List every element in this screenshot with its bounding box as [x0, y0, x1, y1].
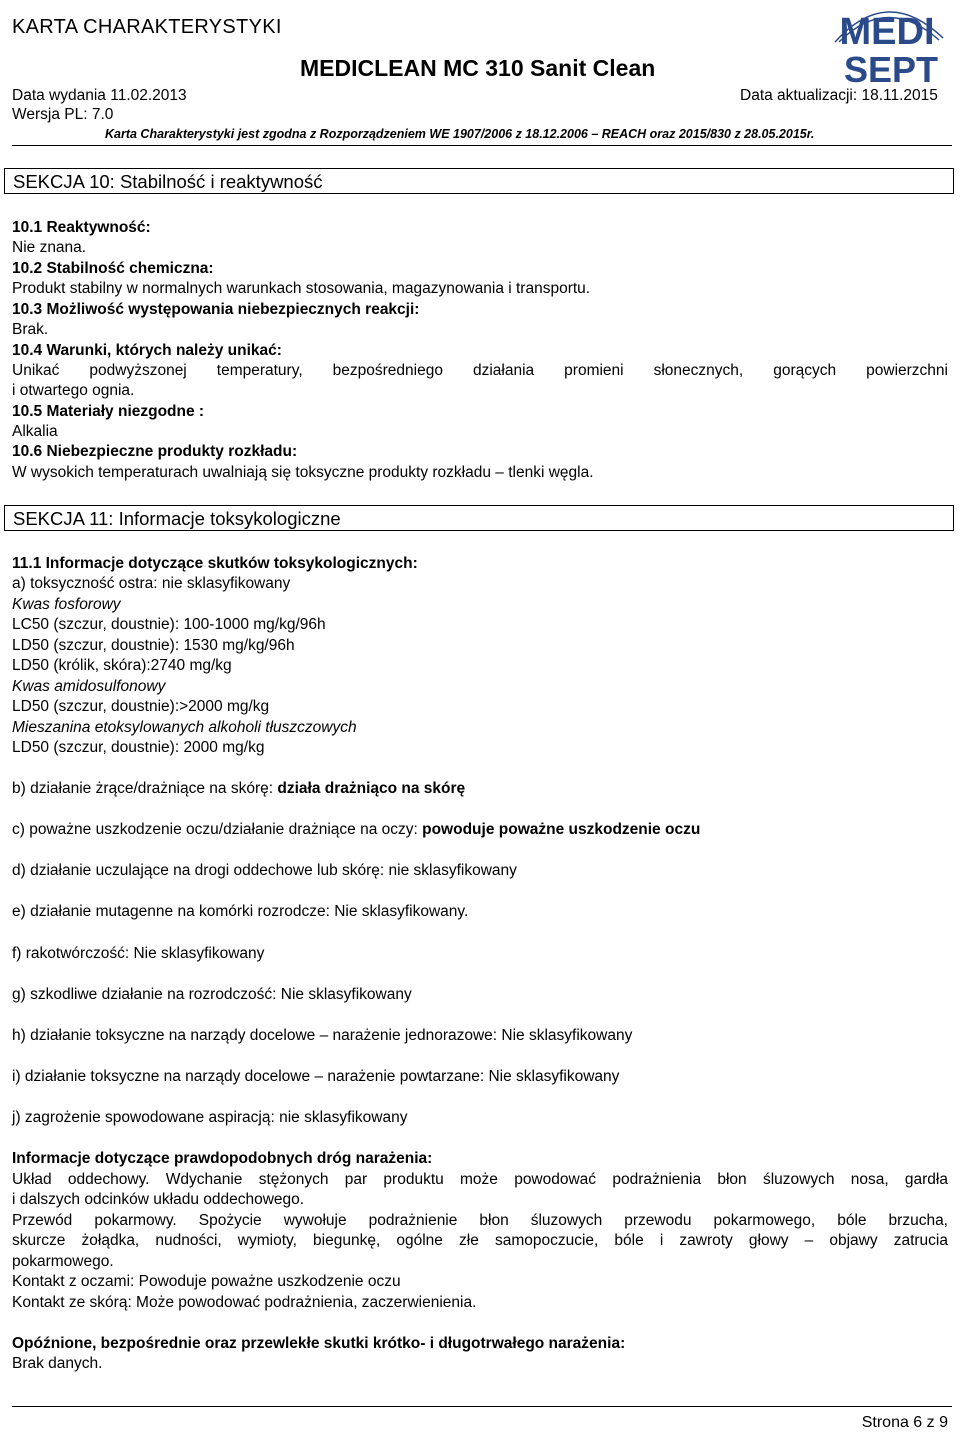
section-11-header: [4, 505, 954, 531]
document-title: KARTA CHARAKTERYSTYKI: [12, 16, 282, 38]
substance-3: Mieszanina etoksylowanych alkoholi tłuszczowych: [12, 719, 357, 736]
delayed-effects-heading: Opóźnione, bezpośrednie oraz przewlekłe skutki krótko- i długotrwałego narażenia:: [12, 1335, 626, 1352]
s10-3-text: Brak.: [12, 321, 49, 338]
section-10-header: [4, 168, 954, 194]
section-10-title: SEKCJA 10: Stabilność i reaktywność: [13, 171, 323, 192]
substance-2-ld50: LD50 (szczur, doustnie):>2000 mg/kg: [12, 698, 270, 715]
s10-2-text: Produkt stabilny w normalnych warunkach stosowania, magazynowania i transportu.: [12, 280, 591, 297]
substance-2: Kwas amidosulfonowy: [12, 678, 166, 695]
tox-f: f) rakotwórczość: Nie sklasyfikowany: [12, 945, 265, 962]
s10-1-heading: 10.1 Reaktywność:: [12, 219, 151, 236]
s10-5-text: Alkalia: [12, 423, 58, 440]
s10-4-text-b: i otwartego ognia.: [12, 382, 135, 399]
header-rule: [12, 145, 952, 146]
tox-d: d) działanie uczulające na drogi oddechowe lub skórę: nie sklasyfikowany: [12, 862, 517, 879]
section-11-title: SEKCJA 11: Informacje toksykologiczne: [13, 508, 341, 529]
route-digestive-b: skurcze żołądka, nudności, wymioty, biegunkę, ogólne złe samopoczucie, bóle i zawroty głowy – objawy zatrucia: [12, 1232, 948, 1249]
tox-a: a) toksyczność ostra: nie sklasyfikowany: [12, 575, 291, 592]
tox-c-label: c) poważne uszkodzenie oczu/działanie drażniące na oczy:: [12, 821, 423, 838]
route-skin: Kontakt ze skórą: Może powodować podrażnienia, zaczerwienienia.: [12, 1294, 477, 1311]
route-digestive-a: Przewód pokarmowy. Spożycie wywołuje podrażnienie błon śluzowych przewodu pokarmowego, bóle brzucha,: [12, 1212, 948, 1229]
s10-6-heading: 10.6 Niebezpieczne produkty rozkładu:: [12, 443, 298, 460]
tox-h: h) działanie toksyczne na narządy docelowe – narażenie jednorazowe: Nie sklasyfikowany: [12, 1027, 633, 1044]
update-date: Data aktualizacji: 18.11.2015: [740, 87, 938, 104]
tox-i: i) działanie toksyczne na narządy docelowe – narażenie powtarzane: Nie sklasyfikowany: [12, 1068, 620, 1085]
tox-c-value: powoduje poważne uszkodzenie oczu: [422, 821, 701, 838]
s10-4-heading: 10.4 Warunki, których należy unikać:: [12, 342, 282, 359]
s10-3-heading: 10.3 Możliwość występowania niebezpiecznych reakcji:: [12, 301, 420, 318]
product-name: MEDICLEAN MC 310 Sanit Clean: [300, 55, 656, 81]
regulation-note: Karta Charakterystyki jest zgodna z Rozporządzeniem WE 1907/2006 z 18.12.2006 – REACH oraz 2015/830 z 28.05.2015r.: [105, 127, 815, 141]
substance-1-ld50-skin: LD50 (królik, skóra):2740 mg/kg: [12, 657, 232, 674]
logo-text-2: SEPT: [843, 49, 939, 84]
medisept-logo: [825, 2, 950, 84]
version: Wersja PL: 7.0: [12, 106, 114, 123]
s10-5-heading: 10.5 Materiały niezgodne :: [12, 403, 205, 420]
substance-1-lc50: LC50 (szczur, doustnie): 100-1000 mg/kg/96h: [12, 616, 326, 633]
route-respiratory-b: i dalszych odcinków układu oddechowego.: [12, 1191, 305, 1208]
page-number: Strona 6 z 9: [861, 1414, 948, 1431]
s10-4-text-a: Unikać podwyższonej temperatury, bezpośredniego działania promieni słonecznych, gorących powierzchni: [12, 362, 948, 379]
substance-1: Kwas fosforowy: [12, 596, 121, 613]
tox-c: [12, 820, 948, 840]
route-respiratory-a: Układ oddechowy. Wdychanie stężonych par produktu może powodować podrażnienia błon śluzowych nosa, gardła: [12, 1171, 948, 1188]
tox-e: e) działanie mutagenne na komórki rozrodcze: Nie sklasyfikowany.: [12, 903, 469, 920]
s10-2-heading: 10.2 Stabilność chemiczna:: [12, 260, 214, 277]
substance-1-ld50-oral: LD50 (szczur, doustnie): 1530 mg/kg/96h: [12, 637, 295, 654]
s10-6-text: W wysokich temperaturach uwalniają się toksyczne produkty rozkładu – tlenki węgla.: [12, 464, 594, 481]
s11-1-heading: 11.1 Informacje dotyczące skutków toksykologicznych:: [12, 555, 418, 572]
routes-heading: Informacje dotyczące prawdopodobnych dróg narażenia:: [12, 1150, 433, 1167]
tox-g: g) szkodliwe działanie na rozrodczość: Nie sklasyfikowany: [12, 986, 412, 1003]
route-eyes: Kontakt z oczami: Powoduje poważne uszkodzenie oczu: [12, 1273, 401, 1290]
footer-rule: [12, 1406, 952, 1407]
logo-text-1: MEDI: [839, 11, 935, 53]
tox-b: [12, 779, 948, 799]
route-digestive-c: pokarmowego.: [12, 1253, 114, 1270]
tox-b-label: b) działanie żrące/drażniące na skórę:: [12, 780, 278, 797]
tox-b-value: działa drażniąco na skórę: [277, 780, 466, 797]
delayed-effects-text: Brak danych.: [12, 1355, 103, 1372]
s10-1-text: Nie znana.: [12, 239, 87, 256]
issue-date: Data wydania 11.02.2013: [12, 87, 187, 104]
substance-3-ld50: LD50 (szczur, doustnie): 2000 mg/kg: [12, 739, 265, 756]
tox-j: j) zagrożenie spowodowane aspiracją: nie sklasyfikowany: [12, 1109, 408, 1126]
